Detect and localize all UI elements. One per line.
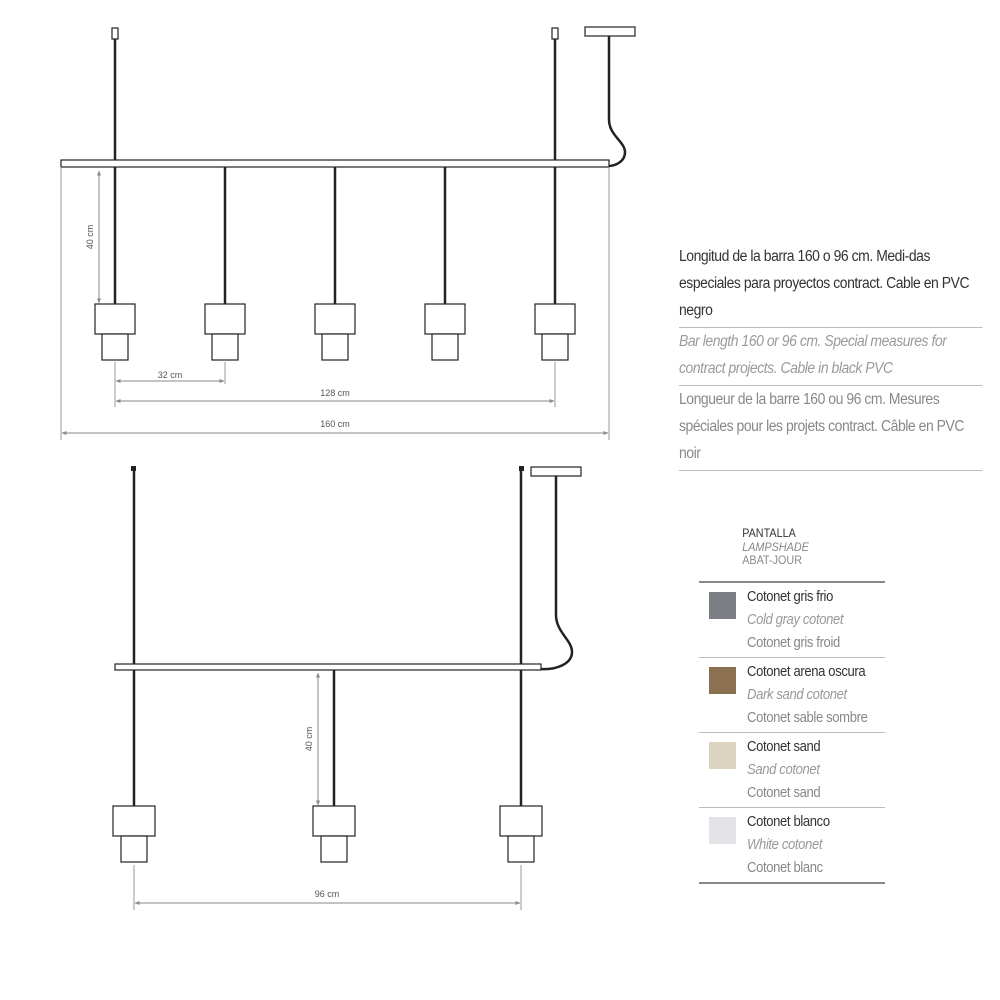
dim-label-span: 96 cm <box>314 889 340 899</box>
legend-item-es: Cotonet arena oscura <box>747 664 866 680</box>
legend-heading <box>699 527 866 581</box>
color-swatch <box>709 817 736 844</box>
dim-label-span: 128 cm <box>320 388 350 398</box>
ceiling-anchor <box>552 28 558 39</box>
pendant-lamp <box>425 167 465 360</box>
legend-item-fr: Cotonet blanc <box>747 860 823 876</box>
legend-item-en: Dark sand cotonet <box>747 687 847 703</box>
ceiling-canopy <box>531 467 581 476</box>
pendant-lamp <box>205 167 245 360</box>
legend-item-en: Cold gray cotonet <box>747 612 844 628</box>
dim-label-bar: 160 cm <box>320 419 350 429</box>
color-swatch <box>709 667 736 694</box>
description-spanish: Longitud de la barra 160 o 96 cm. Medi-das especiales para proyectos contract. Cable en PVC negro <box>679 243 983 328</box>
pendant-lamp <box>95 167 135 360</box>
ceiling-anchor <box>131 466 136 471</box>
product-description <box>679 243 983 471</box>
pendant-lamp <box>500 670 542 862</box>
legend-heading-es: PANTALLA <box>742 526 796 540</box>
legend-item <box>699 658 885 733</box>
color-swatch <box>709 592 736 619</box>
legend-item-fr: Cotonet sable sombre <box>747 710 868 726</box>
legend-item-en: Sand cotonet <box>747 762 820 778</box>
legend-item <box>699 733 885 808</box>
dim-label-drop: 40 cm <box>85 224 95 250</box>
legend-item-es: Cotonet sand <box>747 739 821 755</box>
power-cable <box>608 36 625 166</box>
ceiling-anchor <box>112 28 118 39</box>
legend-item-fr: Cotonet gris froid <box>747 635 840 651</box>
color-swatch <box>709 742 736 769</box>
description-french: Longueur de la barre 160 ou 96 cm. Mesures spéciales pour les projets contract. Câble en PVC noir <box>679 386 983 471</box>
ceiling-canopy <box>585 27 635 36</box>
legend-item <box>699 808 885 884</box>
pendant-lamp <box>315 167 355 360</box>
pendant-lamp <box>113 670 155 862</box>
legend-heading-fr: ABAT-JOUR <box>742 553 803 567</box>
legend-item-es: Cotonet gris frio <box>747 589 834 605</box>
pendant-lamp <box>535 167 575 360</box>
top-fixture <box>61 27 635 440</box>
lamp-bar <box>61 160 609 167</box>
dim-label-drop: 40 cm <box>304 726 314 752</box>
legend-item <box>699 583 885 658</box>
power-cable <box>541 476 572 669</box>
legend-item-en: White cotonet <box>747 837 823 853</box>
lampshade-legend <box>699 527 885 884</box>
ceiling-anchor <box>519 466 524 471</box>
bottom-fixture <box>113 466 581 910</box>
legend-item-fr: Cotonet sand <box>747 785 821 801</box>
dim-label-spacing: 32 cm <box>157 370 183 380</box>
legend-item-es: Cotonet blanco <box>747 814 830 830</box>
legend-heading-en: LAMPSHADE <box>742 539 809 554</box>
pendant-lamp <box>313 670 355 862</box>
description-english: Bar length 160 or 96 cm. Special measures for contract projects. Cable in black PVC <box>679 328 983 386</box>
lamp-bar <box>115 664 541 670</box>
